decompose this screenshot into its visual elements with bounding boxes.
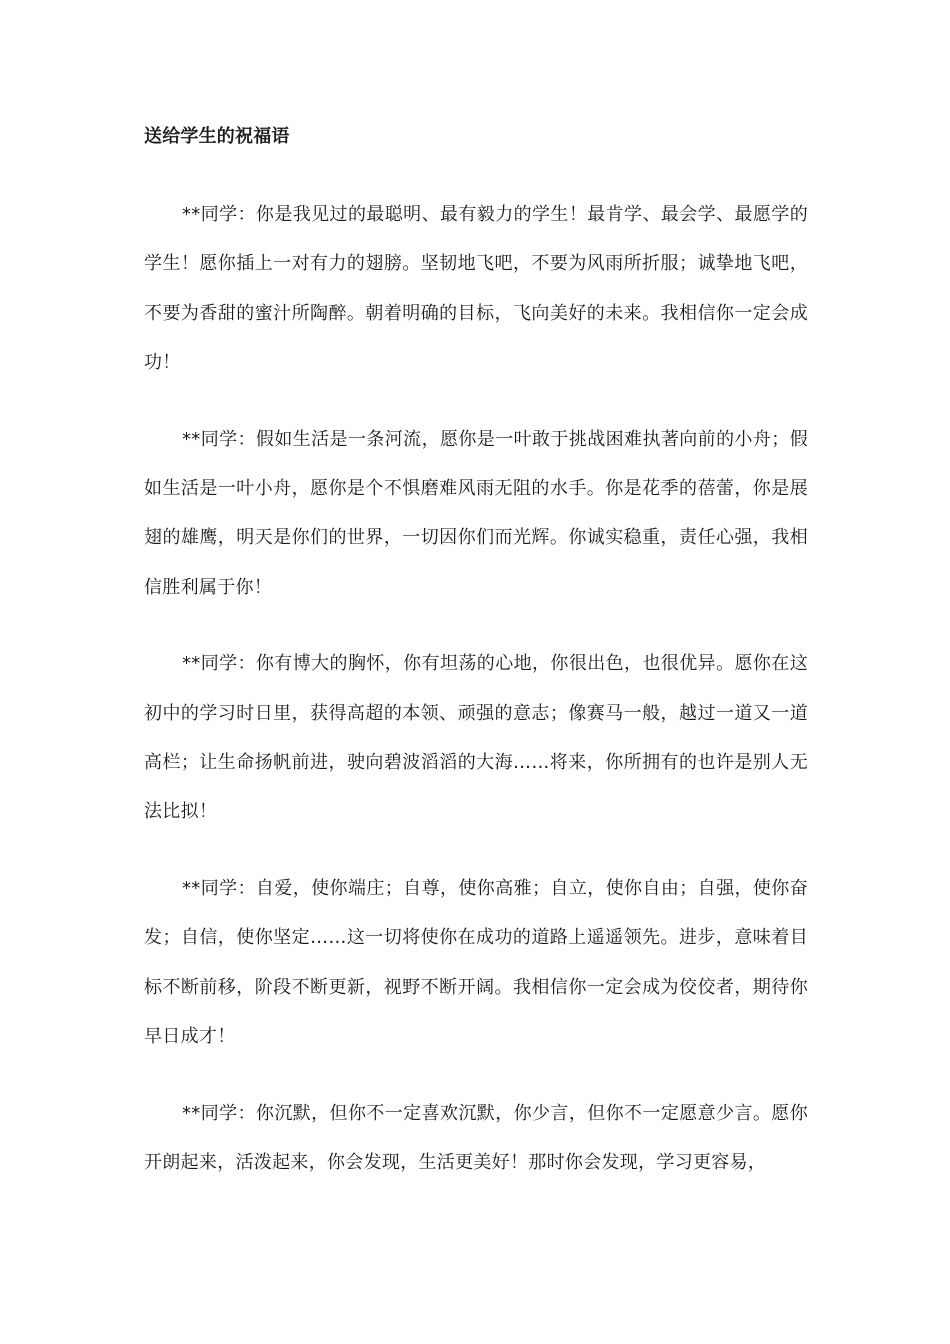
document-body: [144, 190, 808, 1214]
paragraph-1: **同学：你是我见过的最聪明、最有毅力的学生！最肯学、最会学、最愿学的学生！愿你插上一对有力的翅膀。坚韧地飞吧，不要为风雨所折服；诚挚地飞吧，不要为香甜的蜜汁所陶醉。朝着明确的目标，飞向美好的未来。我相信你一定会成功！: [144, 204, 808, 374]
document-title: 送给学生的祝福语: [144, 126, 290, 147]
paragraph-4: **同学：自爱，使你端庄；自尊，使你高雅；自立，使你自由；自强，使你奋发；自信，使你坚定……这一切将使你在成功的道路上遥遥领先。进步，意味着目标不断前移，阶段不断更新，视野不断开阔。我相信你一定会成为佼佼者，期待你早日成才！: [144, 877, 808, 1048]
paragraph-3: **同学：你有博大的胸怀，你有坦荡的心地，你很出色，也很优异。愿你在这初中的学习时日里，获得高超的本领、顽强的意志；像赛马一般，越过一道又一道高栏；让生命扬帆前进，驶向碧波滔滔的大海……将来，你所拥有的也许是别人无法比拟！: [144, 653, 808, 823]
paragraph-2: **同学：假如生活是一条河流，愿你是一叶敢于挑战困难执著向前的小舟；假如生活是一叶小舟，愿你是个不惧磨难风雨无阻的水手。你是花季的蓓蕾，你是展翅的雄鹰，明天是你们的世界，一切因你们而光辉。你诚实稳重，责任心强，我相信胜利属于你！: [144, 428, 808, 598]
paragraph-5: **同学：你沉默，但你不一定喜欢沉默，你少言，但你不一定愿意少言。愿你开朗起来，活泼起来，你会发现，生活更美好！那时你会发现，学习更容易，: [144, 1102, 808, 1173]
